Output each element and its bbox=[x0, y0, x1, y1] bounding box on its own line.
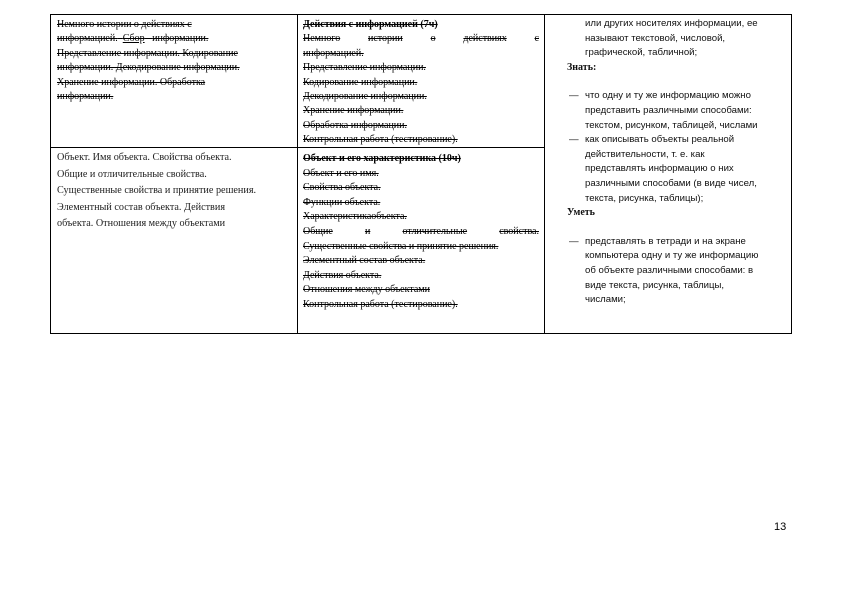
text-line: об объекте различными способами: в bbox=[585, 264, 754, 276]
section-title: Действия с информацией (7ч) bbox=[303, 19, 438, 30]
text-line: информации. Декодирование информации. bbox=[57, 62, 240, 74]
can-heading: Уметь bbox=[567, 207, 595, 219]
text-line: графической, табличной; bbox=[585, 47, 698, 59]
bullet-item bbox=[549, 235, 789, 308]
text-line: Функции объекта. bbox=[303, 196, 381, 208]
text-line: компьютера одну и ту же информацию bbox=[585, 250, 759, 262]
text-line: или других носителях информации, ее bbox=[585, 18, 758, 29]
text-line: Представление информации. bbox=[303, 62, 426, 74]
row1-topics-cell bbox=[57, 18, 293, 104]
text-line: текстом, рисунком, таблицей, числами bbox=[585, 119, 758, 131]
text-line: Хранение информации. Обработка bbox=[57, 76, 206, 88]
dash-bullet-icon: — bbox=[569, 134, 579, 146]
text-line: текста, рисунка, таблицы); bbox=[585, 192, 704, 204]
text-line: числами; bbox=[585, 294, 626, 306]
word: отличительные bbox=[402, 225, 468, 237]
text-line: информацией. bbox=[303, 47, 364, 59]
text-line: Контрольная работа (тестирование). bbox=[303, 134, 458, 146]
text-line: Кодирование информации. bbox=[303, 76, 418, 88]
row2-topics-cell bbox=[57, 150, 293, 233]
text-line: Немного истории о действиях с bbox=[57, 19, 192, 30]
text-line: Объект и его имя. bbox=[303, 167, 379, 179]
text-line bbox=[57, 32, 293, 46]
text-line: Обработка информации. bbox=[303, 119, 408, 131]
section-title: Объект и его характеристика (10ч) bbox=[303, 153, 461, 164]
word: о bbox=[430, 33, 436, 45]
text-line: информации. bbox=[57, 91, 114, 103]
row1-section-cell bbox=[303, 18, 539, 148]
text-line: Существенные свойства и принятие решения. bbox=[303, 240, 499, 252]
bullet-item bbox=[549, 133, 789, 206]
text-fragment: информацией. bbox=[57, 33, 118, 45]
text-fragment-underlined: Сбор bbox=[122, 33, 145, 45]
text-line: представлять в тетради и на экране bbox=[585, 235, 746, 247]
word: Немного bbox=[303, 33, 341, 45]
page-number: 13 bbox=[774, 521, 787, 533]
text-fragment: информации. bbox=[152, 33, 209, 45]
word: истории bbox=[368, 33, 403, 45]
text-line: действительности, т. е. как bbox=[585, 148, 705, 160]
text-line: Существенные свойства и принятие решения. bbox=[57, 185, 257, 197]
word: и bbox=[364, 225, 371, 237]
text-line: Представление информации. Кодирование bbox=[57, 47, 238, 59]
text-line: представлять информацию о них bbox=[585, 163, 734, 175]
outcomes-cell bbox=[549, 17, 789, 308]
text-line: Действия объекта. bbox=[303, 269, 382, 281]
know-heading: Знать: bbox=[567, 61, 597, 73]
text-line: представить различными способами: bbox=[585, 104, 752, 116]
justified-line bbox=[303, 32, 539, 46]
dash-bullet-icon: — bbox=[569, 235, 579, 247]
text-line: Декодирование информации. bbox=[303, 91, 427, 103]
text-line: Объект. Имя объекта. Свойства объекта. bbox=[57, 152, 232, 163]
text-line: что одну и ту же информацию можно bbox=[585, 90, 751, 102]
text-line: Элементный состав объекта. Действия bbox=[57, 201, 225, 213]
bullet-item bbox=[549, 89, 789, 133]
word: с bbox=[534, 33, 539, 45]
text-line: Свойства объекта. bbox=[303, 182, 381, 194]
text-line: различными способами (в виде чисел, bbox=[585, 177, 757, 189]
column-divider-1 bbox=[297, 15, 298, 333]
text-line: называют текстовой, числовой, bbox=[585, 32, 726, 44]
text-line: Общие и отличительные свойства. bbox=[57, 168, 207, 180]
text-line: Контрольная работа (тестирование). bbox=[303, 298, 458, 310]
column-divider-2 bbox=[544, 15, 545, 333]
word: действиях bbox=[463, 33, 507, 45]
text-line: объекта. Отношения между объектами bbox=[57, 218, 226, 230]
word: свойства. bbox=[499, 225, 539, 237]
word: Общие bbox=[303, 225, 333, 237]
text-line: Отношения между объектами bbox=[303, 284, 430, 296]
row2-section-cell bbox=[303, 152, 539, 313]
dash-bullet-icon: — bbox=[569, 90, 579, 102]
justified-line bbox=[303, 225, 539, 240]
text-line: как описывать объекты реальной bbox=[585, 134, 735, 146]
text-line: Элементный состав объекта. bbox=[303, 255, 426, 267]
text-line: Характеристикаобъекта. bbox=[303, 211, 407, 223]
text-line: Хранение информации. bbox=[303, 105, 404, 117]
curriculum-table bbox=[50, 14, 792, 334]
text-line: виде текста, рисунка, таблицы, bbox=[585, 279, 725, 291]
